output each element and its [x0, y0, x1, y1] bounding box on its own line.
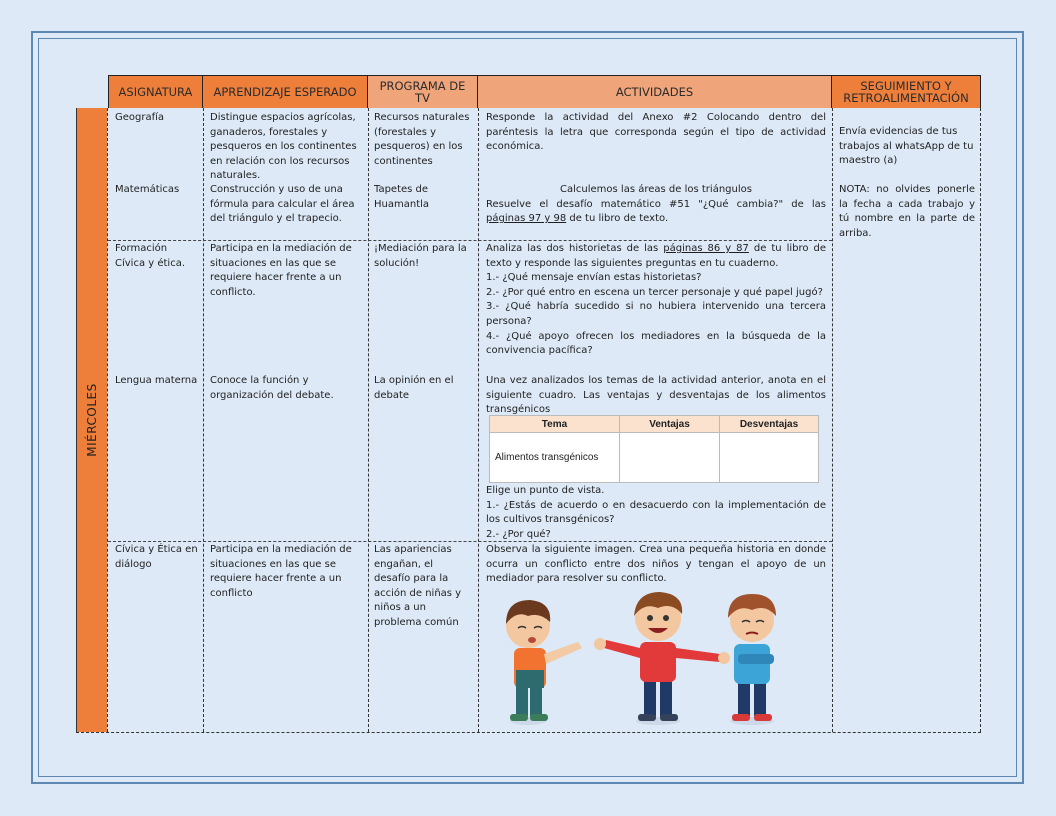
- row2-actividad-text: Resuelve el desafío matemático #51 "¿Qué cambia?" de las: [486, 198, 826, 210]
- header-asignatura: ASIGNATURA: [108, 76, 203, 108]
- row5-actividad: Observa la siguiente imagen. Crea una pequeña historia en donde ocurra un conflicto entre dos niños y tengan el apoyo de un mediador para resolver su conflicto.: [486, 544, 826, 585]
- row2-actividad: [486, 183, 826, 227]
- col-divider: [832, 108, 833, 732]
- row1-aprendizaje: Distingue espacios agrícolas, ganaderos, forestales y pesqueros en los continentes en relación con los recursos naturales.: [210, 112, 357, 182]
- table-cell: Alimentos transgénicos: [490, 433, 620, 483]
- col-divider: [203, 108, 204, 732]
- table-cell: [720, 433, 819, 483]
- row2-programa: Tapetes de Huamantla: [374, 184, 430, 210]
- day-label-column: [76, 108, 107, 732]
- row1-asignatura: Geografía: [115, 112, 165, 123]
- row4-actividad: Una vez analizados los temas de la actividad anterior, anota en el siguiente cuadro. Las ventajas y desventajas de los alimentos transgénicos: [486, 375, 826, 416]
- row4-asignatura: Lengua materna: [115, 375, 198, 386]
- row4-aprendizaje: Conoce la función y organización del debate.: [210, 375, 334, 401]
- question: 2.- ¿Por qué entro en escena un tercer personaje y qué papel jugó?: [486, 286, 823, 298]
- row1-actividad: Responde la actividad del Anexo #2 Colocando dentro del paréntesis la letra que corresponda según el tipo de actividad económica.: [486, 112, 826, 153]
- seguimiento-note: NOTA: no olvides ponerle la fecha a cada trabajo y tú nombre en la parte de arriba.: [839, 184, 975, 239]
- table-header: Tema: [490, 416, 620, 433]
- header-actividades: ACTIVIDADES: [478, 76, 832, 108]
- col-divider: [107, 108, 108, 732]
- row3-aprendizaje: Participa en la mediación de situaciones en las que se requiere hacer frente a un conflicto.: [210, 243, 352, 298]
- row4-actividad-continued: [486, 484, 826, 542]
- question: 1.- ¿Estás de acuerdo o en desacuerdo con la implementación de los cultivos transgénicos?: [486, 499, 826, 526]
- row5-asignatura: Cívica y Ética en diálogo: [115, 544, 198, 570]
- row4-programa: La opinión en el debate: [374, 375, 454, 401]
- kid-middle-figure: [594, 592, 730, 725]
- kid-right-figure: [728, 594, 776, 725]
- table-header: Desventajas: [720, 416, 819, 433]
- col-divider: [980, 108, 981, 732]
- row5-aprendizaje: Participa en la mediación de situaciones en las que se requiere hacer frente a un conflicto: [210, 544, 352, 599]
- question: 3.- ¿Qué habría sucedido si no hubiera intervenido una tercera persona?: [486, 301, 826, 327]
- table-bottom-border: [76, 732, 981, 733]
- col-divider: [478, 108, 479, 732]
- kids-conflict-illustration: [488, 588, 828, 728]
- row3-actividad: [486, 242, 826, 359]
- row-divider: [108, 240, 832, 241]
- row2-aprendizaje: Construcción y uso de una fórmula para calcular el área del triángulo y el trapecio.: [210, 184, 355, 225]
- point-of-view: Elige un punto de vista.: [486, 485, 605, 496]
- header-programa: PROGRAMA DE TV: [368, 76, 478, 108]
- question: 1.- ¿Qué mensaje envían estas historietas?: [486, 272, 702, 284]
- col-divider: [368, 108, 369, 732]
- question: 2.- ¿Por qué?: [486, 528, 551, 540]
- row2-actividad-title: Calculemos las áreas de los triángulos: [560, 184, 752, 195]
- transgenic-table: [489, 415, 819, 483]
- question: 4.- ¿Qué apoyo ofrecen los mediadores en la búsqueda de la convivencia pacífica?: [486, 330, 826, 357]
- row3-asignatura: Formación Cívica y ética.: [115, 243, 186, 269]
- row1-programa: Recursos naturales (forestales y pesqueros) en los continentes: [374, 112, 470, 167]
- row2-pages-link: páginas 97 y 98: [486, 213, 567, 225]
- row3-actividad-text-b: de tu libro de texto y responde las siguientes preguntas en tu cuaderno.: [486, 243, 826, 269]
- header-seguimiento: SEGUIMIENTO Y RETROALIMENTACIÓN: [832, 76, 981, 108]
- row3-programa: ¡Mediación para la solución!: [374, 243, 467, 269]
- kid-left-figure: [506, 600, 582, 725]
- row3-pages-link: páginas 86 y 87: [663, 243, 749, 254]
- seguimiento-text: Envía evidencias de tus trabajos al whatsApp de tu maestro (a): [839, 126, 974, 167]
- day-label: MIÉRCOLES: [85, 383, 99, 457]
- row2-actividad-text-b: de tu libro de texto.: [569, 213, 669, 225]
- table-cell: [620, 433, 720, 483]
- row5-programa: Las apariencias engañan, el desafío para la acción de niñas y niños a un problema común: [374, 544, 462, 628]
- header-aprendizaje: APRENDIZAJE ESPERADO: [203, 76, 368, 108]
- row3-actividad-text: Analiza las dos historietas de las: [486, 243, 659, 254]
- row2-asignatura: Matemáticas: [115, 184, 180, 195]
- table-header: Ventajas: [620, 416, 720, 433]
